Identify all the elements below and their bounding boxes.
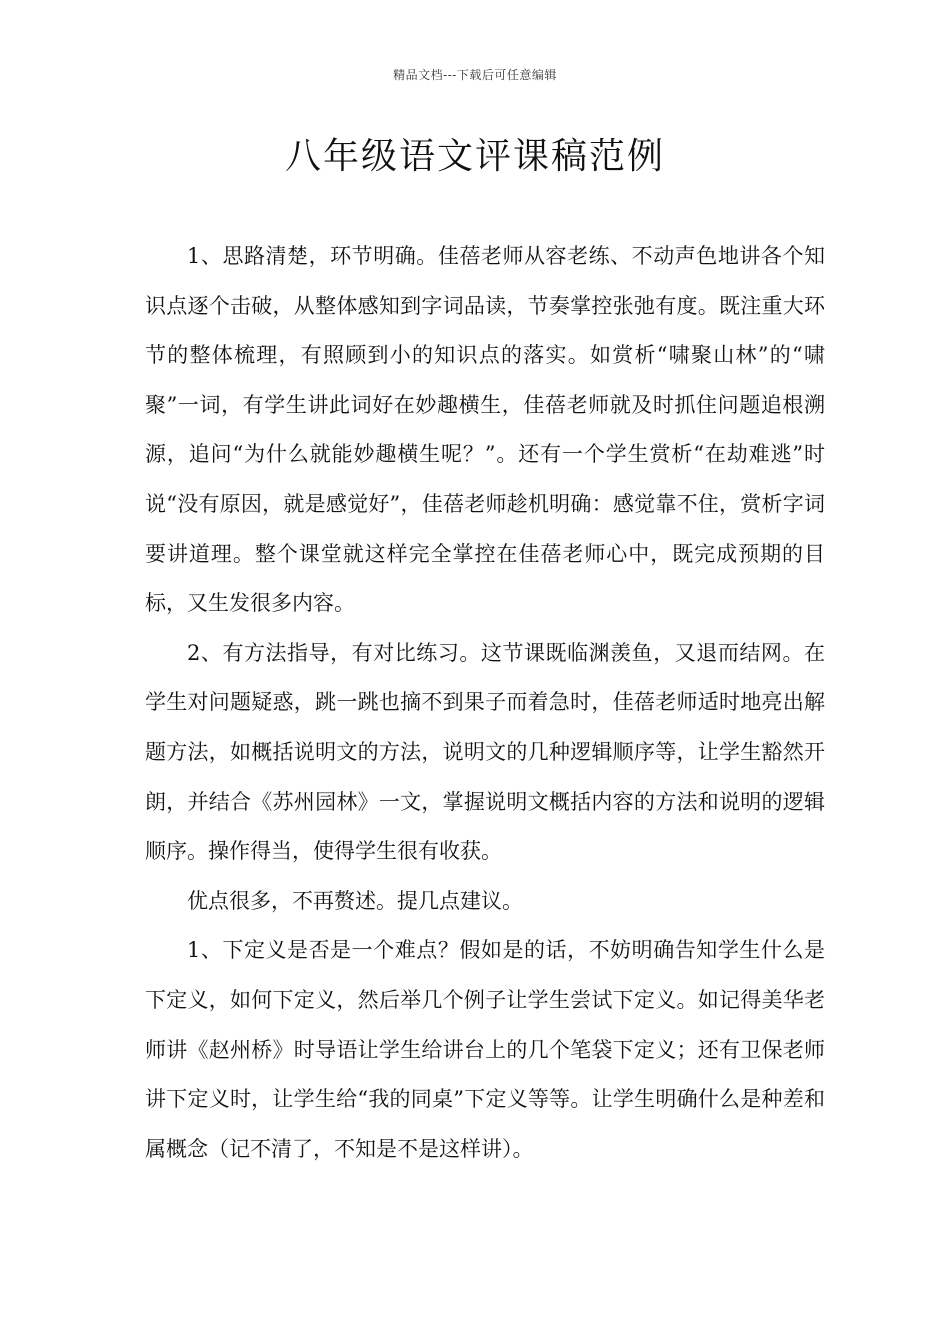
paragraph: 优点很多，不再赘述。提几点建议。 (187, 888, 523, 913)
paragraph: 1、思路清楚，环节明确。佳蓓老师从容老练、不动声色地讲各个知识点逐个击破，从整体感知到字词品读，节奏掌控张弛有度。既注重大环节的整体梳理，有照顾到小的知识点的落实。如赏析“啸聚山林”的“啸聚”一词，有学生讲此词好在妙趣横生，佳蓓老师就及时抓住问题追根溯源，追问“为什么就能妙趣横生呢？”。还有一个学生赏析“在劫难逃”时说“没有原因，就是感觉好”，佳蓓老师趁机明确：感觉靠不住，赏析字词要讲道理。整个课堂就这样完全掌控在佳蓓老师心中，既完成预期的目标，又生发很多内容。 (145, 244, 825, 616)
header-note: 精品文档---下载后可任意编辑 (393, 68, 557, 82)
document-body (145, 232, 825, 1174)
document-title: 八年级语文评课稿范例 (284, 136, 665, 177)
paragraph: 2、有方法指导，有对比练习。这节课既临渊羡鱼，又退而结网。在学生对问题疑惑，跳一跳也摘不到果子而着急时，佳蓓老师适时地亮出解题方法，如概括说明文的方法，说明文的几种逻辑顺序等，让学生豁然开朗，并结合《苏州园林》一文，掌握说明文概括内容的方法和说明的逻辑顺序。操作得当，使得学生很有收获。 (145, 640, 825, 864)
paragraph: 1、下定义是否是一个难点？假如是的话，不妨明确告知学生什么是下定义，如何下定义，然后举几个例子让学生尝试下定义。如记得美华老师讲《赵州桥》时导语让学生给讲台上的几个笔袋下定义；还有卫保老师讲下定义时，让学生给“我的同桌”下定义等等。让学生明确什么是种差和属概念（记不清了，不知是不是这样讲）。 (145, 938, 825, 1161)
